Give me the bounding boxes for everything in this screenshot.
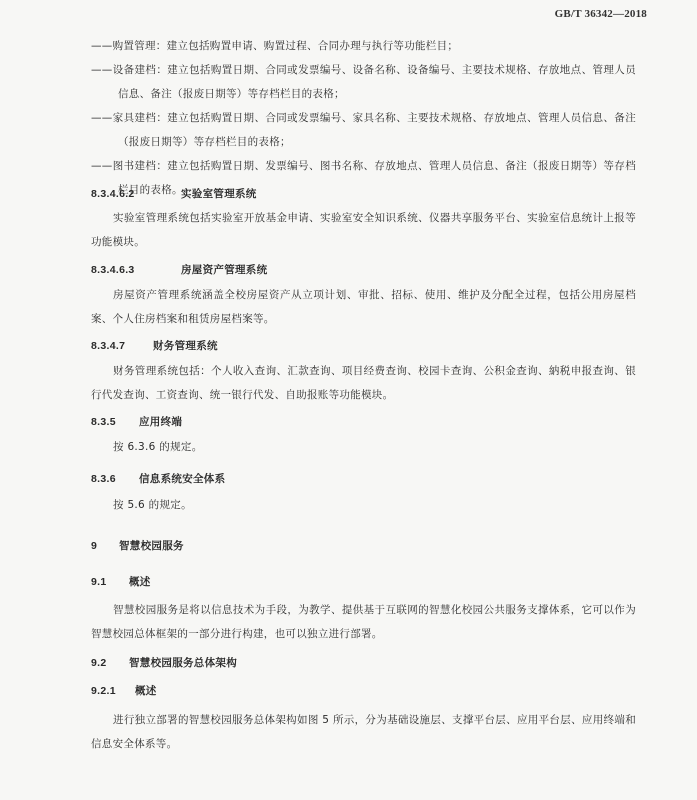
section-heading	[91, 182, 651, 206]
section-heading	[91, 679, 651, 703]
paragraph-overview: 智慧校园服务是将以信息技术为手段，为教学、提供基于互联网的智慧化校园公共服务支撑体系，它可以作为智慧校园总体框架的一部分进行构建，也可以独立进行部署。	[91, 604, 636, 640]
section-number: 8.3.4.6.2	[91, 188, 135, 200]
standard-code: GB/T 36342—2018	[554, 8, 647, 20]
section-number: 8.3.5	[91, 416, 116, 428]
list-item-books: ——图书建档：建立包括购置日期、发票编号、图书名称、存放地点、管理人员信息、备注（报废日期等）等存档栏目的表格。	[91, 160, 636, 196]
section-title: 智慧校园服务总体架构	[129, 657, 237, 669]
section-heading	[91, 258, 651, 282]
section-heading	[91, 651, 651, 675]
paragraph-security: 按 5.6 的规定。	[113, 499, 192, 511]
section-number: 8.3.4.6.3	[91, 264, 135, 276]
section-number: 9.1	[91, 576, 107, 588]
paragraph-lab: 实验室管理系统包括实验室开放基金申请、实验室安全知识系统、仪器共享服务平台、实验室信息统计上报等功能模块。	[91, 212, 636, 248]
paragraph-finance: 财务管理系统包括：个人收入查询、汇款查询、项目经费查询、校园卡查询、公积金查询、納税申报查询、银行代发查询、工资查询、统一银行代发、自助报账等功能模块。	[91, 365, 636, 401]
section-heading	[91, 410, 651, 434]
section-heading	[91, 334, 651, 358]
section-number: 9.2	[91, 657, 107, 669]
section-title: 实验室管理系统	[181, 188, 257, 200]
section-title: 应用终端	[139, 416, 183, 428]
section-title: 信息系统安全体系	[139, 473, 226, 485]
section-title: 概述	[135, 685, 157, 697]
section-number: 8.3.6	[91, 473, 116, 485]
section-number: 9.2.1	[91, 685, 116, 697]
list-item-procurement: ——购置管理：建立包括购置申请、购置过程、合同办理与执行等功能栏目；	[91, 40, 459, 52]
section-title: 概述	[129, 576, 151, 588]
chapter-heading	[91, 534, 651, 558]
paragraph-architecture: 进行独立部署的智慧校园服务总体架构如图 5 所示，分为基础设施层、支撑平台层、应用平台层、应用终端和信息安全体系等。	[91, 714, 636, 750]
section-number: 9	[91, 540, 98, 552]
paragraph-terminal: 按 6.3.6 的规定。	[113, 441, 203, 453]
list-item-furniture: ——家具建档：建立包括购置日期、合同或发票编号、家具名称、主要技术规格、存放地点、管理人员信息、备注（报废日期等）等存档栏目的表格；	[91, 112, 636, 148]
list-item-equipment: ——设备建档：建立包括购置日期、合同或发票编号、设备名称、设备编号、主要技术规格、存放地点、管理人员信息、备注（报废日期等）等存档栏目的表格；	[91, 64, 636, 100]
section-title: 智慧校园服务	[119, 540, 184, 552]
section-number: 8.3.4.7	[91, 340, 126, 352]
section-title: 财务管理系统	[153, 340, 218, 352]
section-heading	[91, 467, 651, 491]
section-heading	[91, 570, 651, 594]
section-title: 房屋资产管理系统	[181, 264, 268, 276]
paragraph-housing: 房屋资产管理系统涵盖全校房屋资产从立项计划、审批、招标、使用、维护及分配全过程，包括公用房屋档案、个人住房档案和租赁房屋档案等。	[91, 289, 636, 325]
